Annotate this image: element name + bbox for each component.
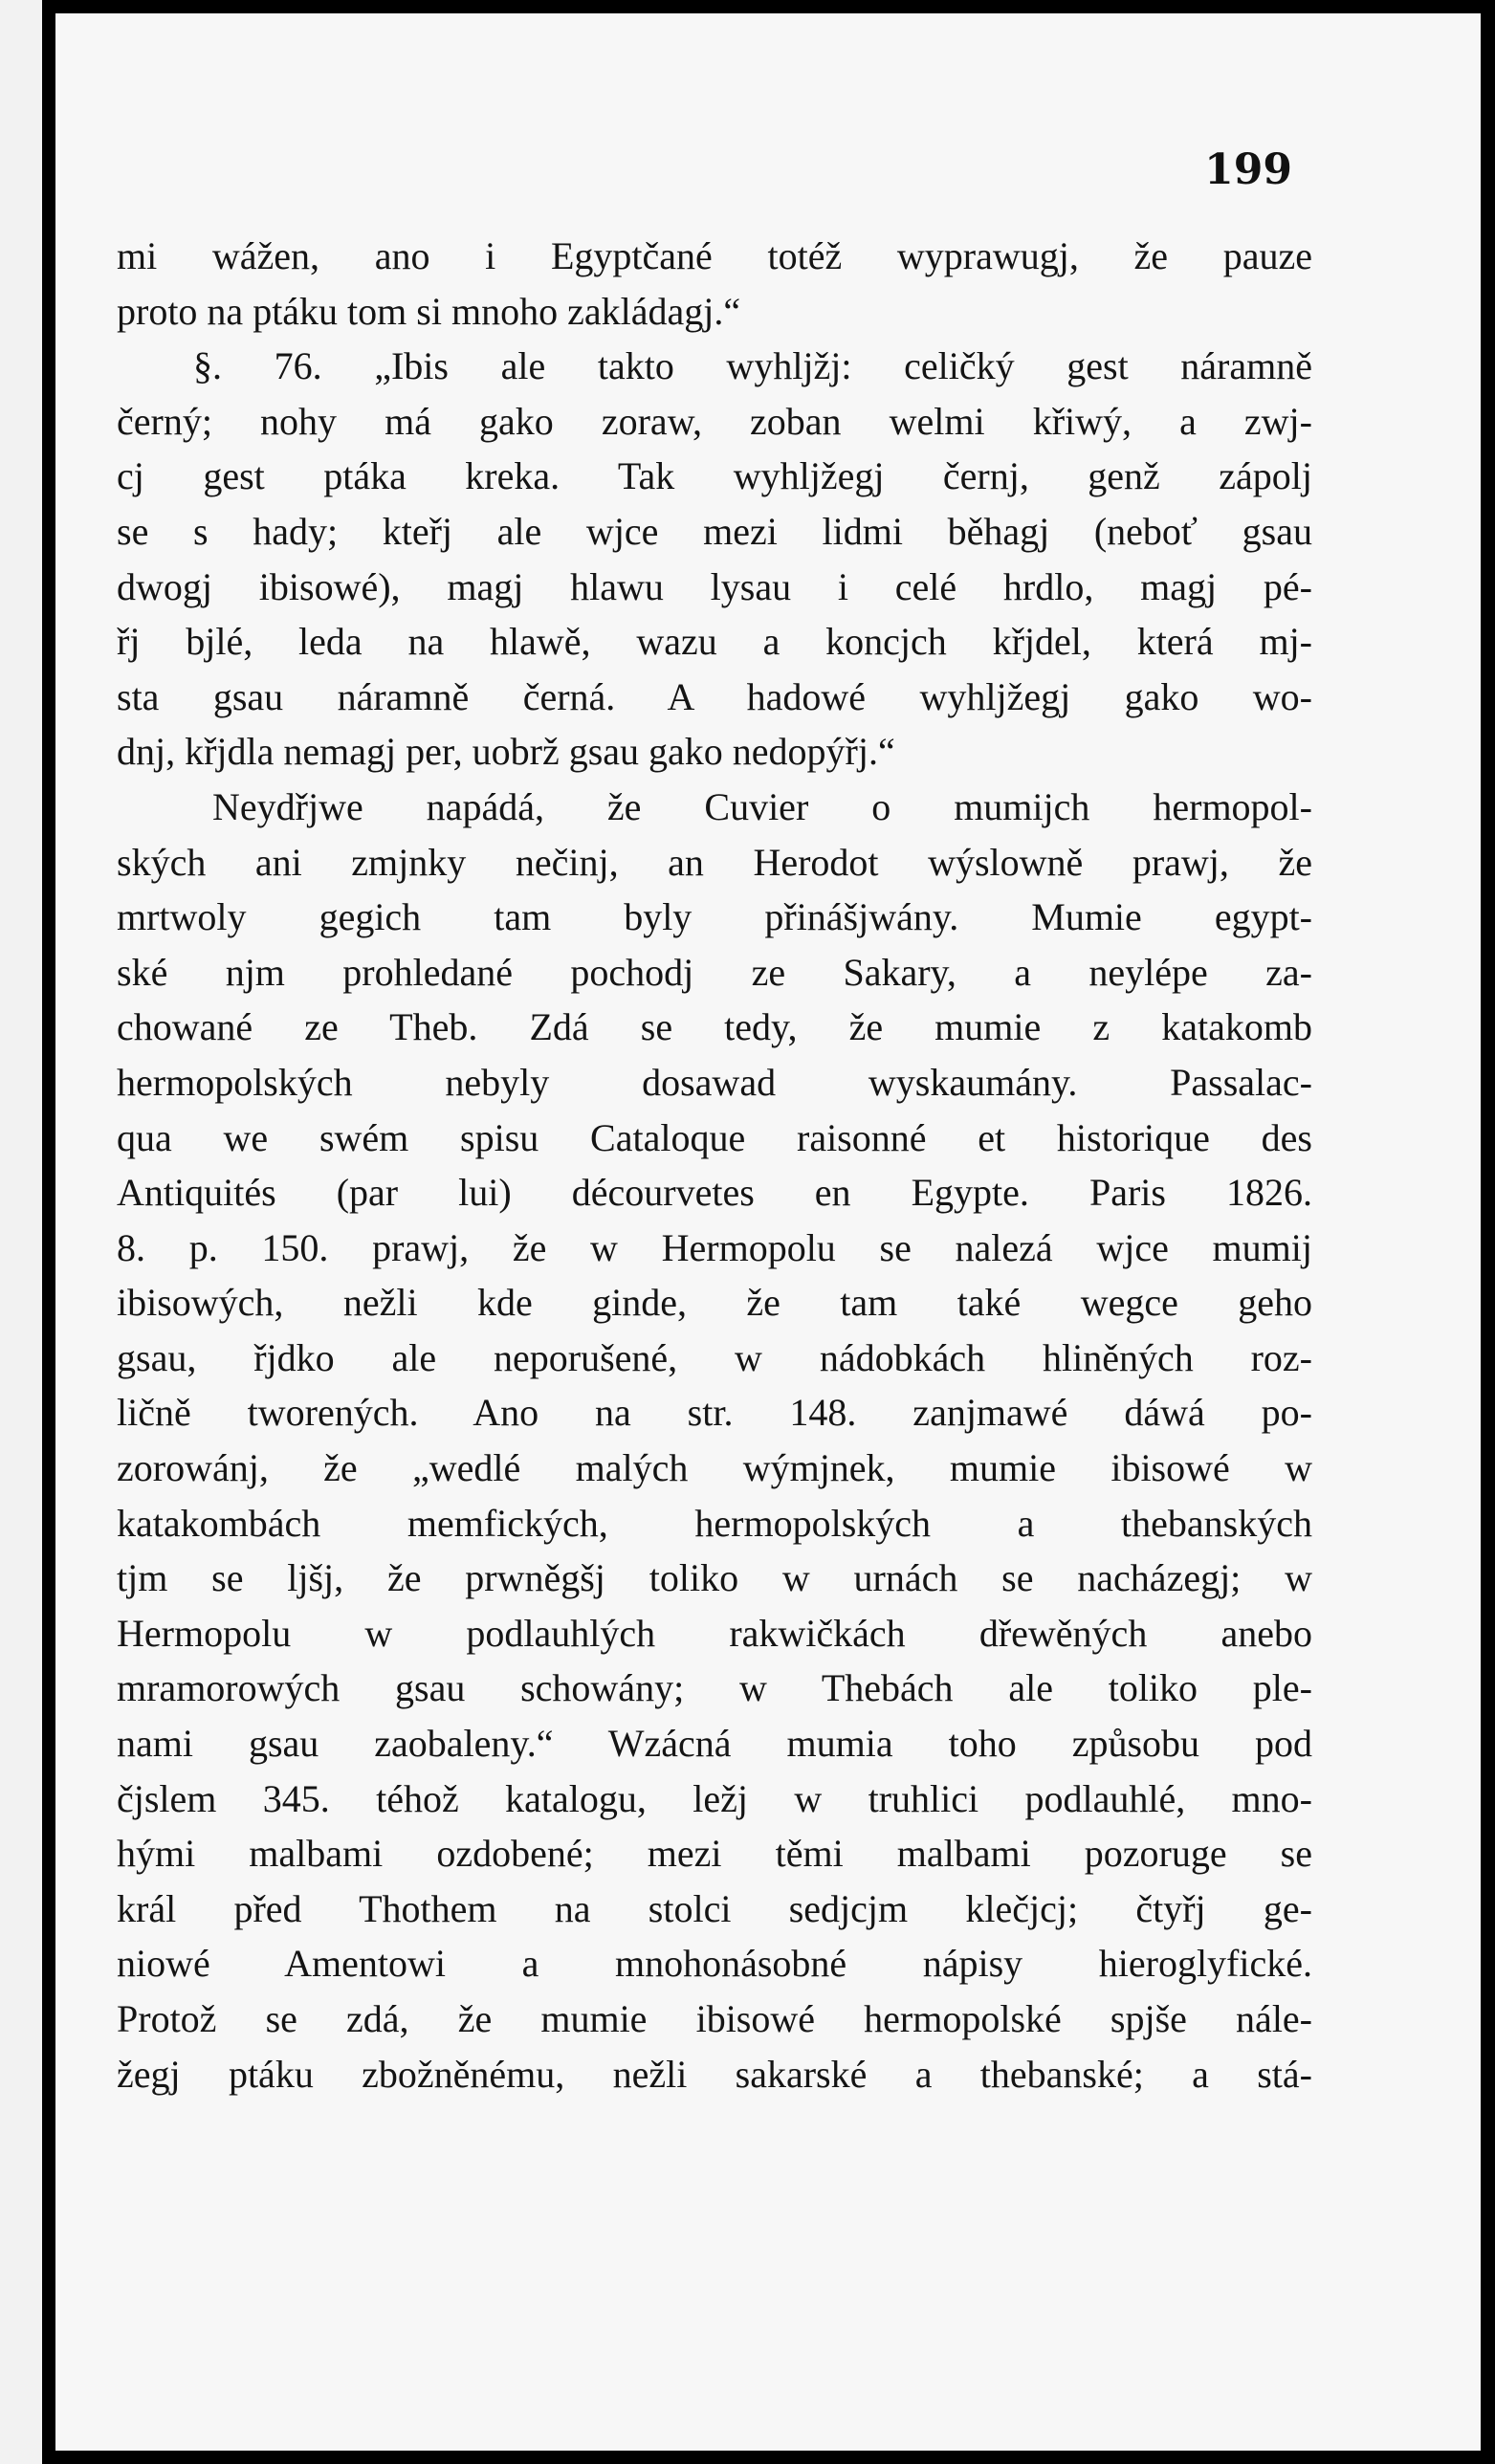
text-line: mrtwoly gegich tam byly přinášjwány. Mumie egypt- (117, 895, 1312, 939)
text-line: Protož se zdá, že mumie ibisowé hermopolské spjše nále- (117, 1997, 1312, 2040)
text-line: sta gsau náramně černá. A hadowé wyhljžegj gako wo- (117, 674, 1312, 718)
text-line: ských ani zmjnky nečinj, an Herodot wýslowně prawj, že (117, 840, 1312, 884)
book-page (55, 13, 1481, 2451)
page-number: 199 (1204, 145, 1292, 194)
body-text (117, 229, 1312, 2101)
text-line: nami gsau zaobaleny.“ Wzácná mumia toho způsobu pod (117, 1722, 1312, 1766)
text-line: Antiquités (par lui) décourvetes en Egypte. Paris 1826. (117, 1171, 1312, 1215)
text-line: ské njm prohledané pochodj ze Sakary, a neylépe za- (117, 950, 1312, 994)
text-line: 8. p. 150. prawj, že w Hermopolu se nalezá wjce mumij (117, 1225, 1312, 1269)
text-line: niowé Amentowi a mnohonásobné nápisy hieroglyfické. (117, 1942, 1312, 1986)
text-line: čjslem 345. téhož katalogu, ležj w truhlici podlauhlé, mno- (117, 1776, 1312, 1820)
text-line: Hermopolu w podlauhlých rakwičkách dřewěných anebo (117, 1611, 1312, 1655)
text-line: mi wážen, ano i Egyptčané totéž wyprawugj, že pauze (117, 234, 1312, 277)
text-line: tjm se ljšj, že prwněgšj toliko w urnách se nacházegj; w (117, 1556, 1312, 1600)
text-line: dwogj ibisowé), magj hlawu lysau i celé hrdlo, magj pé- (117, 564, 1312, 608)
facing-page-edge (0, 0, 42, 2464)
text-line: ibisowých, nežli kde ginde, že tam také wegce geho (117, 1281, 1312, 1325)
text-line: žegj ptáku zbožněnému, nežli sakarské a thebanské; a stá- (117, 2052, 1312, 2096)
text-line: chowané ze Theb. Zdá se tedy, že mumie z katakomb (117, 1005, 1312, 1049)
text-line: řj bjlé, leda na hlawě, wazu a koncjch křjdel, která mj- (117, 620, 1312, 664)
text-line: mramorowých gsau schowány; w Thebách ale toliko ple- (117, 1666, 1312, 1710)
text-line: dnj, křjdla nemagj per, uobrž gsau gako nedopýřj.“ (117, 730, 895, 774)
text-line: katakombách memfických, hermopolských a thebanských (117, 1501, 1312, 1545)
text-line: proto na ptáku tom si mnoho zakládagj.“ (117, 289, 741, 333)
text-line: hermopolských nebyly dosawad wyskaumány. Passalac- (117, 1060, 1312, 1104)
text-line: se s hady; kteřj ale wjce mezi lidmi běhagj (neboť gsau (117, 509, 1312, 553)
text-line: černý; nohy má gako zoraw, zoban welmi křiwý, a zwj- (117, 399, 1312, 443)
text-line: Neydřjwe napádá, že Cuvier o mumijch hermopol- (212, 784, 1312, 828)
text-line: král před Thothem na stolci sedjcjm klečjcj; čtyřj ge- (117, 1886, 1312, 1930)
text-line: §. 76. „Ibis ale takto wyhljžj: celičký gest náramně (193, 344, 1312, 388)
text-line: cj gest ptáka kreka. Tak wyhljžegj černj, genž zápolj (117, 454, 1312, 498)
text-line: gsau, řjdko ale neporušené, w nádobkách hliněných roz- (117, 1335, 1312, 1379)
text-line: zorowánj, že „wedlé malých wýmjnek, mumie ibisowé w (117, 1446, 1312, 1490)
text-line: qua we swém spisu Cataloque raisonné et historique des (117, 1115, 1312, 1159)
text-line: hými malbami ozdobené; mezi těmi malbami pozoruge se (117, 1832, 1312, 1876)
text-line: ličně tworených. Ano na str. 148. zanjmawé dáwá po- (117, 1391, 1312, 1435)
